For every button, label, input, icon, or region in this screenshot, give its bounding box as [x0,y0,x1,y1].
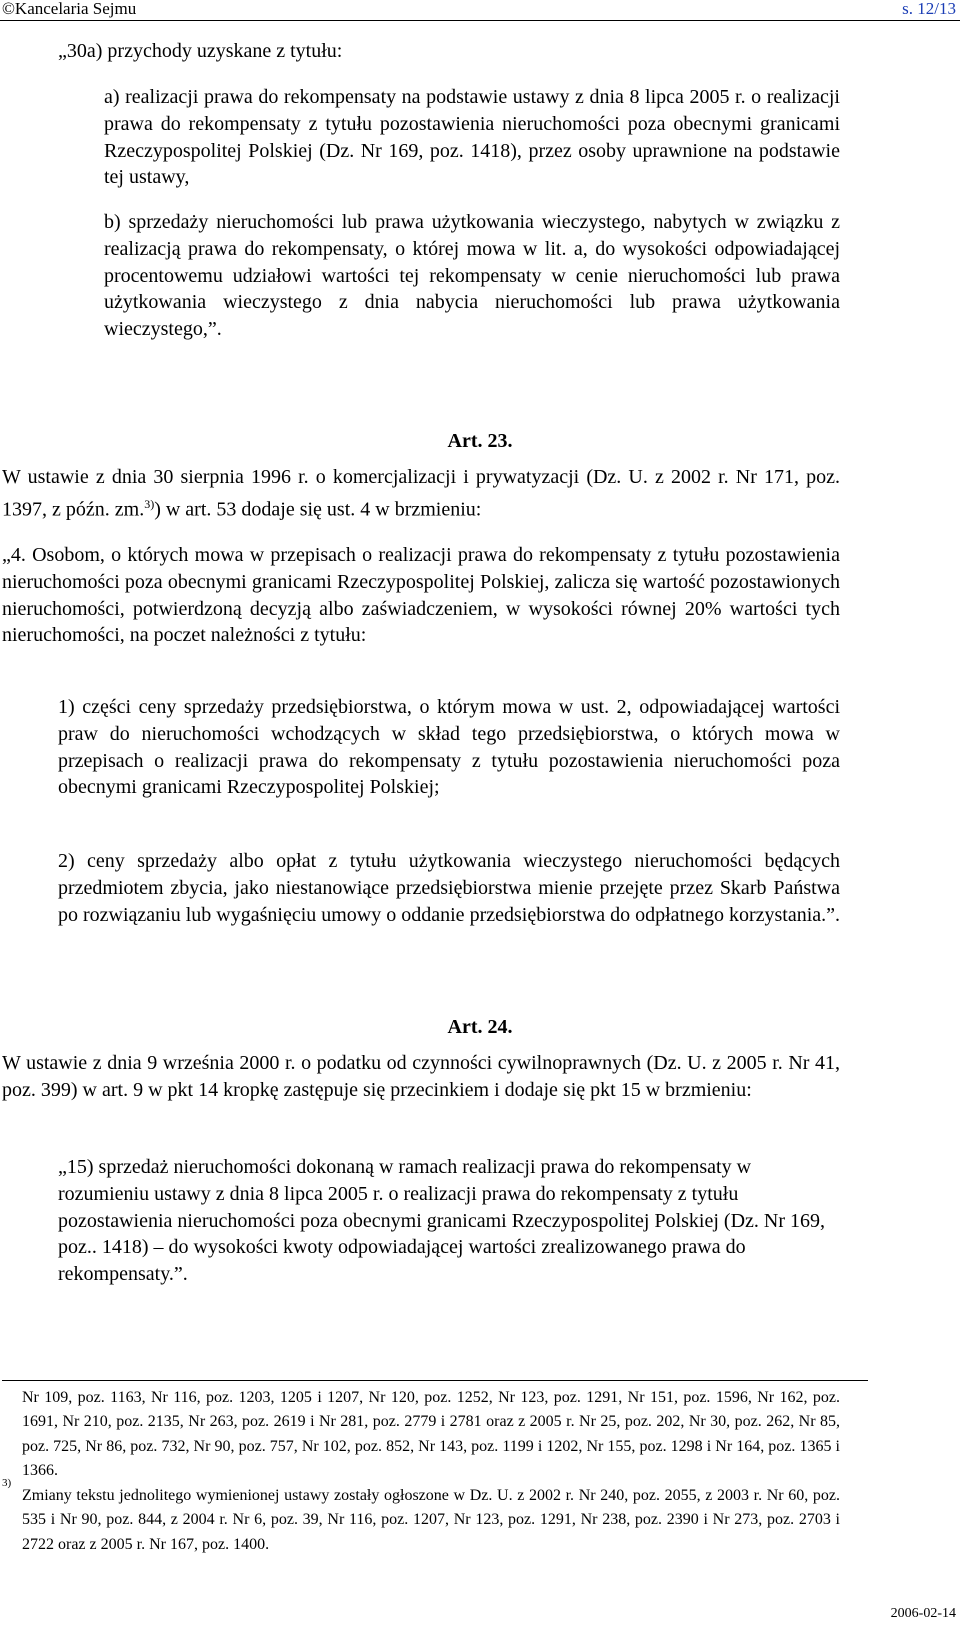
footnote-ref-3[interactable]: 3) [144,496,155,511]
article-24-body: W ustawie z dnia 9 września 2000 r. o podatku od czynności cywilnoprawnych (Dz. U. z 2005 r. Nr 41, poz. 399) w art. 9 w pkt 14 kropkę zastępuje się przecinkiem i dodaje się pkt 15 w brzmieniu: [2,1052,840,1101]
footnote-3: Zmiany tekstu jednolitego wymienionej ustawy zostały ogłoszone w Dz. U. z 2002 r. Nr 240, poz. 2055, z 2003 r. Nr 60, poz. 535 i Nr 90, poz. 844, z 2004 r. Nr 6, poz. 39, Nr 116, poz. 1207, Nr 123, poz. 1291, Nr 238, poz. 2390 i Nr 273, poz. 2703 i 2722 oraz z 2005 r. Nr 167, poz. 1400. [22,1487,840,1553]
point-30a-intro: „30a) przychody uzyskane z tytułu: [58,40,343,62]
article-23-quote: „4. Osobom, o których mowa w przepisach o realizacji prawa do rekompensaty z tytułu pozostawienia nieruchomości poza obecnymi granicami Rzeczypospolitej Polskiej, zalicza się wartość pozostawionych nieruchomości, potwierdzoną decyzją albo zaświadczeniem, w wysokości równej 20% wartości tych nieruchomości, na poczet należności z tytułu: [2,544,840,647]
article-23-heading: Art. 23. [447,430,513,452]
article-23-point-2: 2) ceny sprzedaży albo opłat z tytułu użytkowania wieczystego nieruchomości będących przedmiotem zbycia, jako niestanowiące przedsiębiorstwa mienie przejęte przez Skarb Państwa po rozwiązaniu lub wygaśnięciu umowy o oddanie przedsiębiorstwa do odpłatnego korzystania.”. [58,850,841,926]
article-24-heading: Art. 24. [447,1016,513,1038]
copyright-label: ©Kancelaria Sejmu [2,0,137,18]
footnote-continued: Nr 109, poz. 1163, Nr 116, poz. 1203, 1205 i 1207, Nr 120, poz. 1252, Nr 123, poz. 1291, Nr 151, poz. 1596, Nr 162, poz. 1691, Nr 210, poz. 2135, Nr 263, poz. 2619 i Nr 281, poz. 2779 i 2781 oraz z 2005 r. Nr 25, poz. 202, Nr 30, poz. 262, Nr 85, poz. 725, Nr 86, poz. 732, Nr 90, poz. 757, Nr 102, poz. 852, Nr 143, poz. 1199 i 1202, Nr 155, poz. 1298 i Nr 164, poz. 1365 i 1366. [22,1389,840,1480]
article-23-body-text: W ustawie z dnia 30 sierpnia 1996 r. o komercjalizacji i prywatyzacji (Dz. U. z 2002 r. Nr 171, poz. 1397, z późn. zm. [2,466,840,521]
footnote-divider [2,1380,868,1381]
point-30a-b: b) sprzedaży nieruchomości lub prawa użytkowania wieczystego, nabytych w związku z realizacją prawa do rekompensaty, o której mowa w lit. a, do wysokości odpowiadającej procentowemu udziałowi wartości tej rekompensaty w cenie nieruchomości lub prawa użytkowania wieczystego z dnia nabycia nieruchomości lub prawa użytkowania wieczystego,”. [104,211,840,341]
article-23-point-1: 1) części ceny sprzedaży przedsiębiorstwa, o którym mowa w ust. 2, odpowiadającej wartości praw do nieruchomości wchodzących w skład tego przedsiębiorstwa, o których mowa w przepisach o realizacji prawa do rekompensaty z tytułu pozostawienia nieruchomości poza obecnymi granicami Rzeczypospolitej Polskiej; [58,696,840,799]
page-header [0,0,960,22]
page-number: s. 12/13 [902,0,956,18]
document-date: 2006-02-14 [890,1606,956,1621]
article-23-body [2,464,840,523]
article-24-point-15: „15) sprzedaż nieruchomości dokonaną w ramach realizacji prawa do rekompensaty w rozumieniu ustawy z dnia 8 lipca 2005 r. o realizacji prawa do rekompensaty z tytułu pozostawienia nieruchomości poza obecnymi granicami Rzeczypospolitej Polskiej (Dz. Nr 169, poz.. 1418) – do wysokości kwoty odpowiadającej wartości zrealizowanego prawa do rekompensaty.”. [58,1156,826,1286]
article-23-body-text-end: ) w art. 53 dodaje się ust. 4 w brzmieniu: [154,498,482,521]
header-divider [0,20,960,21]
footnote-3-mark: 3) [2,1477,12,1489]
point-30a-a: a) realizacji prawa do rekompensaty na podstawie ustawy z dnia 8 lipca 2005 r. o realizacji prawa do rekompensaty z tytułu pozostawienia nieruchomości poza obecnymi granicami Rzeczypospolitej Polskiej (Dz. Nr 169, poz. 1418), przez osoby uprawnione na podstawie tej ustawy, [104,86,840,189]
